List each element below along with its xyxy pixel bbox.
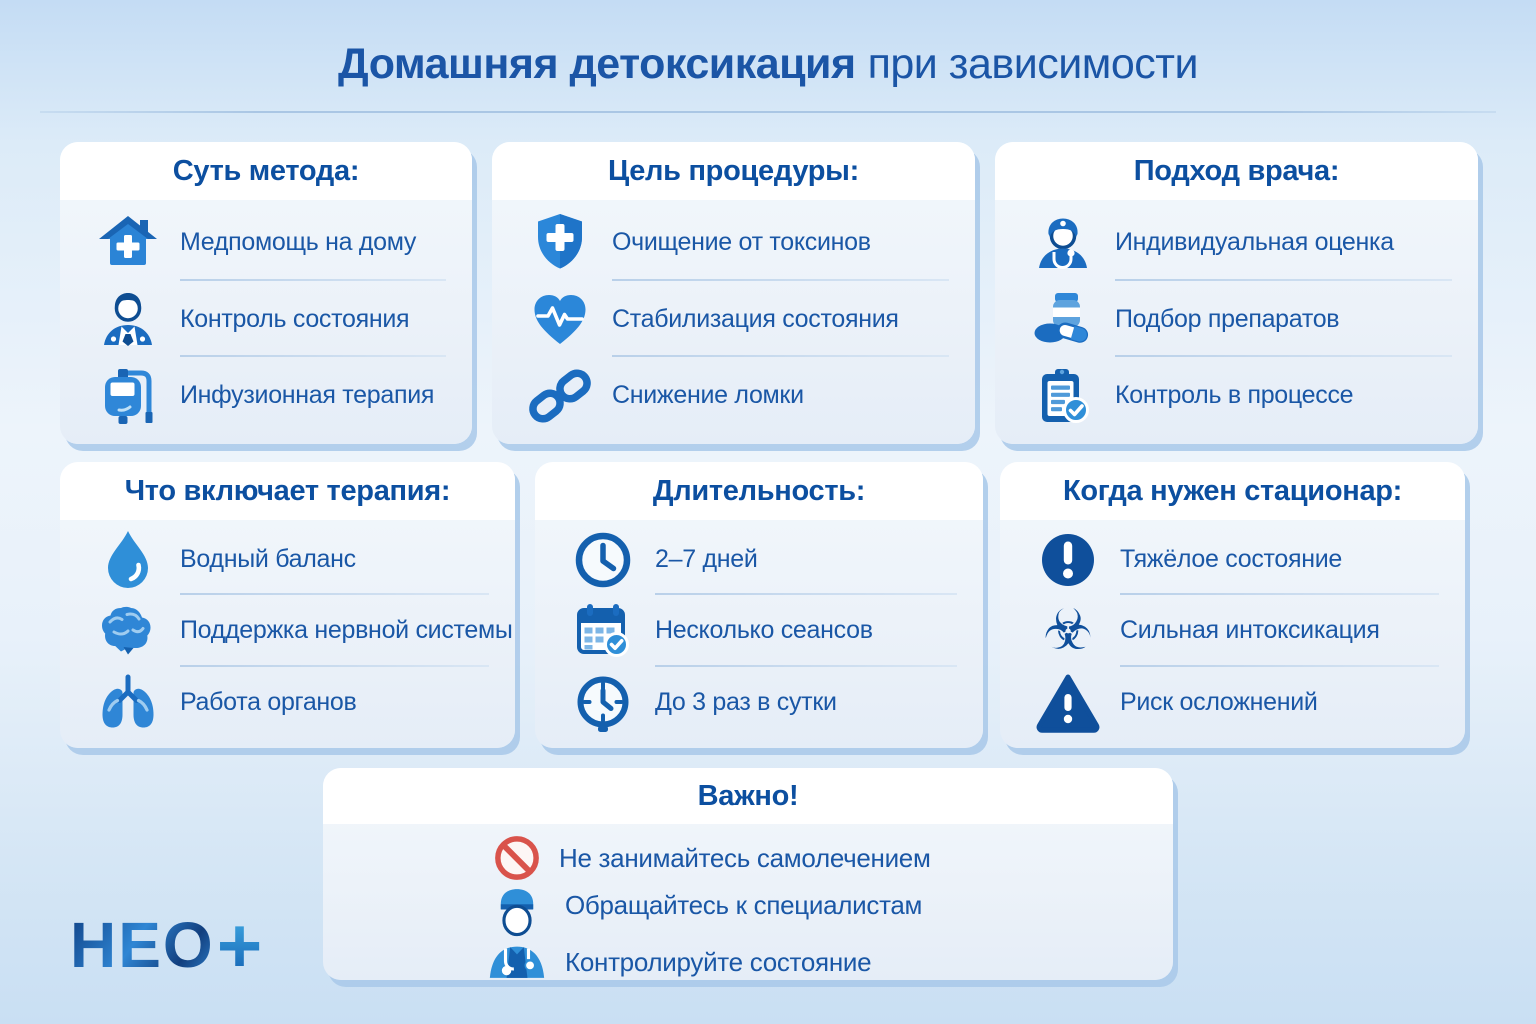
list-item [528,204,951,281]
card-header-label: Важно! [697,779,799,812]
list-item [571,595,959,666]
card-header [1000,462,1465,520]
iv-bag-icon [96,364,160,428]
list-item-label: Подбор препаратов [1115,304,1340,333]
heart-pulse-icon [528,287,592,351]
list-item-label: Обращайтесь к специалистам [565,890,923,920]
no-sign-icon [491,832,543,884]
house-cross-icon [96,210,160,274]
pills-icon [1031,287,1095,351]
list-item [96,524,491,595]
shield-cross-icon [528,210,592,274]
calendar-check-icon [571,599,635,663]
card-header [60,462,515,520]
list-item-group [483,886,1143,980]
list-item-label: Контролируйте состояние [565,947,872,977]
list-item [1031,357,1454,434]
card-hospital-needed [1000,462,1465,748]
card-header-label: Суть метода: [172,154,360,187]
lungs-icon [96,670,160,734]
list-item [571,524,959,595]
list-item-label: Стабилизация состояния [612,304,899,333]
list-item-label: Контроль в процессе [1115,381,1354,410]
brain-icon [96,599,160,663]
list-item-label: Не занимайтесь самолечением [559,842,931,873]
list-item [571,667,959,738]
card-body [995,200,1478,444]
card-important [323,768,1173,980]
list-item-label: До 3 раз в сутки [655,687,837,716]
list-item-label: Контроль состояния [180,304,410,333]
surgeon-icon [483,886,551,980]
card-header [535,462,983,520]
list-item-label: Инфузионная терапия [180,381,435,410]
card-header [323,768,1173,824]
list-item [96,595,513,666]
list-item-label: Риск осложнений [1120,687,1318,716]
list-item-label: Медпомощь на дому [180,227,417,256]
clipboard-check-icon [1031,364,1095,428]
water-drop-icon [96,528,160,592]
alarm-clock-icon [571,670,635,734]
list-item [96,357,448,434]
page-title [0,40,1536,89]
card-header-label: Длительность: [652,474,866,507]
card-header-label: Что включает терапия: [124,474,451,507]
doctor-cap-icon [1031,210,1095,274]
warning-triangle-icon [1036,670,1100,734]
list-item [1031,204,1454,281]
page-title-regular: при зависимости [867,40,1198,88]
card-body [60,200,472,444]
chain-link-icon [528,364,592,428]
brand-logo-text: НЕО [70,909,215,981]
card-header-label: Подход врача: [1133,154,1340,187]
card-doctor-approach [995,142,1478,444]
list-item [96,204,448,281]
clock-icon [571,528,635,592]
card-body [1000,520,1465,748]
exclamation-circle-icon [1036,528,1100,592]
list-item [1031,281,1454,358]
list-item-label: Очищение от токсинов [612,227,871,256]
list-item-label: Сильная интоксикация [1120,616,1380,645]
card-body [323,824,1173,980]
card-header-label: Когда нужен стационар: [1062,474,1403,507]
title-divider [40,111,1496,113]
card-body [492,200,975,444]
card-header [60,142,472,200]
card-therapy-includes [60,462,515,748]
card-duration [535,462,983,748]
list-item-label: Водный баланс [180,545,356,574]
doctor-icon [96,287,160,351]
card-header [492,142,975,200]
card-body [60,520,515,748]
page-title-bold: Домашняя детоксикация [338,40,856,88]
list-item-lines [565,886,922,978]
card-procedure-goal [492,142,975,444]
list-item [528,281,951,358]
list-item-label: Поддержка нервной системы [180,616,513,645]
card-body [535,520,983,748]
list-item [96,667,491,738]
card-method-essence [60,142,472,444]
list-item-label: Индивидуальная оценка [1115,227,1394,256]
card-header-label: Цель процедуры: [607,154,860,187]
list-item-label: 2–7 дней [655,545,758,574]
list-item [1036,667,1441,738]
list-item-label: Работа органов [180,687,357,716]
list-item [1036,595,1441,666]
card-header [995,142,1478,200]
list-item-label: Несколько сеансов [655,616,873,645]
biohazard-icon: ☣ [1042,597,1094,663]
plus-icon: + [216,901,263,989]
list-item [491,832,1143,884]
brand-logo [70,901,263,989]
list-item-label: Снижение ломки [612,381,804,410]
list-item-label: Тяжёлое состояние [1120,545,1343,574]
list-item [528,357,951,434]
list-item [96,281,448,358]
list-item [1036,524,1441,595]
